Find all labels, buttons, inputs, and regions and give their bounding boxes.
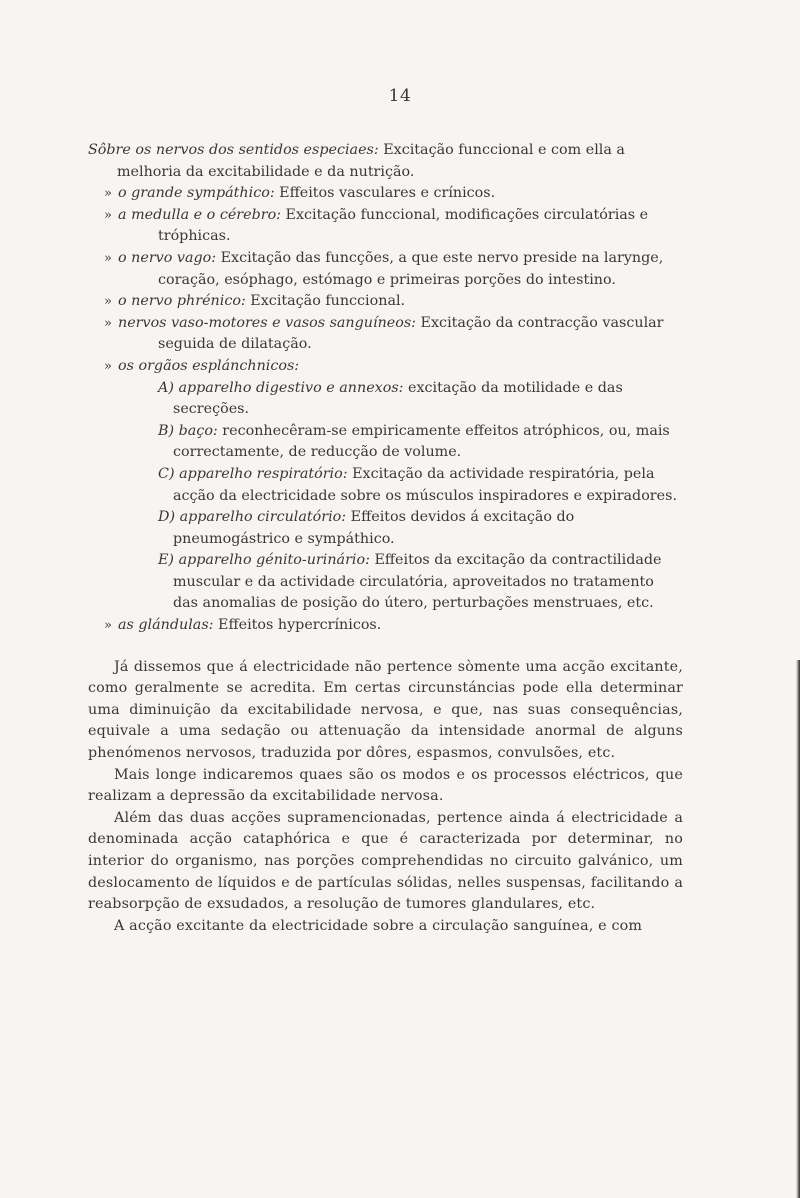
sub-label: B) bbox=[158, 422, 175, 439]
sub-text: reconhecêram-se empiricamente effeitos atróphicos, ou, mais correctamente, de reducção de volume. bbox=[173, 422, 670, 461]
page-edge-shadow bbox=[796, 660, 800, 1198]
sub-label: D) bbox=[158, 509, 176, 526]
sub-text: Effeitos devidos á excitação do pneumogástrico e sympáthico. bbox=[173, 509, 575, 547]
list-item bbox=[104, 248, 683, 291]
entry-text: Effeitos vasculares e crínicos. bbox=[274, 185, 496, 202]
sub-term: apparelho génito-urinário: bbox=[178, 552, 370, 569]
entry-text: Excitação funccional, modificações circulatórias e tróphicas. bbox=[158, 206, 649, 245]
sub-list-item bbox=[158, 507, 683, 550]
sub-label: C) bbox=[158, 465, 175, 482]
list-item bbox=[104, 356, 683, 378]
sub-term: apparelho circulatório: bbox=[179, 509, 347, 526]
entry-term: o grande sympáthico: bbox=[118, 185, 275, 202]
list-item bbox=[104, 183, 683, 205]
paragraph: Já dissemos que á electricidade não pertence sòmente uma acção excitante, como geralmente se acredita. Em certas circunstáncias pode ella determinar uma diminuição da excitabilidade nervosa, e que, nas suas consequências, equivale a uma sedação ou attenuação da intensidade anormal de alguns phenómenos nervosos, traduzida por dôres, espasmos, convulsões, etc. bbox=[88, 658, 683, 762]
page-number: 14 bbox=[388, 86, 412, 106]
page-body bbox=[88, 140, 683, 937]
sub-list-item bbox=[158, 464, 683, 507]
sub-term: apparelho digestivo e annexos: bbox=[178, 379, 404, 396]
entry-term: Sôbre os nervos dos sentidos especiaes: bbox=[88, 142, 379, 158]
list-item bbox=[104, 313, 683, 356]
entry-term: nervos vaso-motores e vasos sanguíneos: bbox=[118, 314, 417, 331]
sub-text: excitação da motilidade e das secreções. bbox=[173, 379, 623, 418]
entry-term: o nervo vago: bbox=[118, 249, 217, 266]
paragraph: Mais longe indicaremos quaes são os modos e os processos eléctricos, que realizam a depressão da excitabilidade nervosa. bbox=[88, 766, 683, 805]
entry-term: as glándulas: bbox=[118, 617, 214, 634]
ditto-mark: » bbox=[104, 207, 112, 223]
ditto-mark: » bbox=[104, 294, 112, 310]
sub-term: apparelho respiratório: bbox=[179, 465, 348, 482]
list-item bbox=[104, 291, 683, 313]
entry-term: os orgãos esplánchnicos: bbox=[118, 357, 300, 374]
entry-text: Excitação funccional e com ella a melhoria da excitabilidade e da nutrição. bbox=[117, 142, 625, 180]
list-item bbox=[88, 140, 683, 183]
entry-text: Effeitos hypercrínicos. bbox=[213, 617, 382, 634]
entry-text: Excitação das funcções, a que este nervo preside na larynge, coração, esóphago, estómago e primeiras porções do intestino. bbox=[158, 249, 664, 288]
entry-term: a medulla e o cérebro: bbox=[118, 206, 281, 223]
ditto-mark: » bbox=[104, 250, 112, 266]
entry-term: o nervo phrénico: bbox=[118, 293, 246, 310]
list-item bbox=[104, 205, 683, 248]
ditto-mark: » bbox=[104, 186, 112, 202]
sub-label: E) bbox=[158, 552, 175, 569]
sub-list-item bbox=[158, 378, 683, 421]
sub-label: A) bbox=[158, 379, 174, 396]
sub-list-item bbox=[158, 550, 683, 615]
entry-text: Excitação da contracção vascular seguida de dilatação. bbox=[158, 314, 664, 353]
sub-term: baço: bbox=[178, 422, 218, 439]
section-gap bbox=[118, 637, 683, 657]
ditto-mark: » bbox=[104, 618, 112, 634]
ditto-mark: » bbox=[104, 358, 112, 374]
paragraph: Além das duas acções supramencionadas, pertence ainda á electricidade a denominada acção cataphórica e que é caracterizada por determinar, no interior do organismo, nas porções comprehendidas no circuito galvánico, um deslocamento de líquidos e de partículas sólidas, nelles suspensas, facilitando a reabsorpção de exsudados, a resolução de tumores glandulares, etc. bbox=[88, 809, 683, 913]
sub-list-item bbox=[158, 421, 683, 464]
entry-text: Excitação funccional. bbox=[245, 293, 406, 310]
list-item bbox=[104, 615, 683, 637]
sub-text: Excitação da actividade respiratória, pela acção da electricidade sobre os músculos inspiradores e expiradores. bbox=[173, 465, 677, 504]
ditto-mark: » bbox=[104, 315, 112, 331]
paragraph: A acção excitante da electricidade sobre a circulação sanguínea, e com bbox=[114, 917, 643, 934]
sub-text: Effeitos da excitação da contractilidade muscular e da actividade circulatória, aproveitados no tratamento das anomalias de posição do útero, perturbações menstruaes, etc. bbox=[173, 552, 662, 612]
